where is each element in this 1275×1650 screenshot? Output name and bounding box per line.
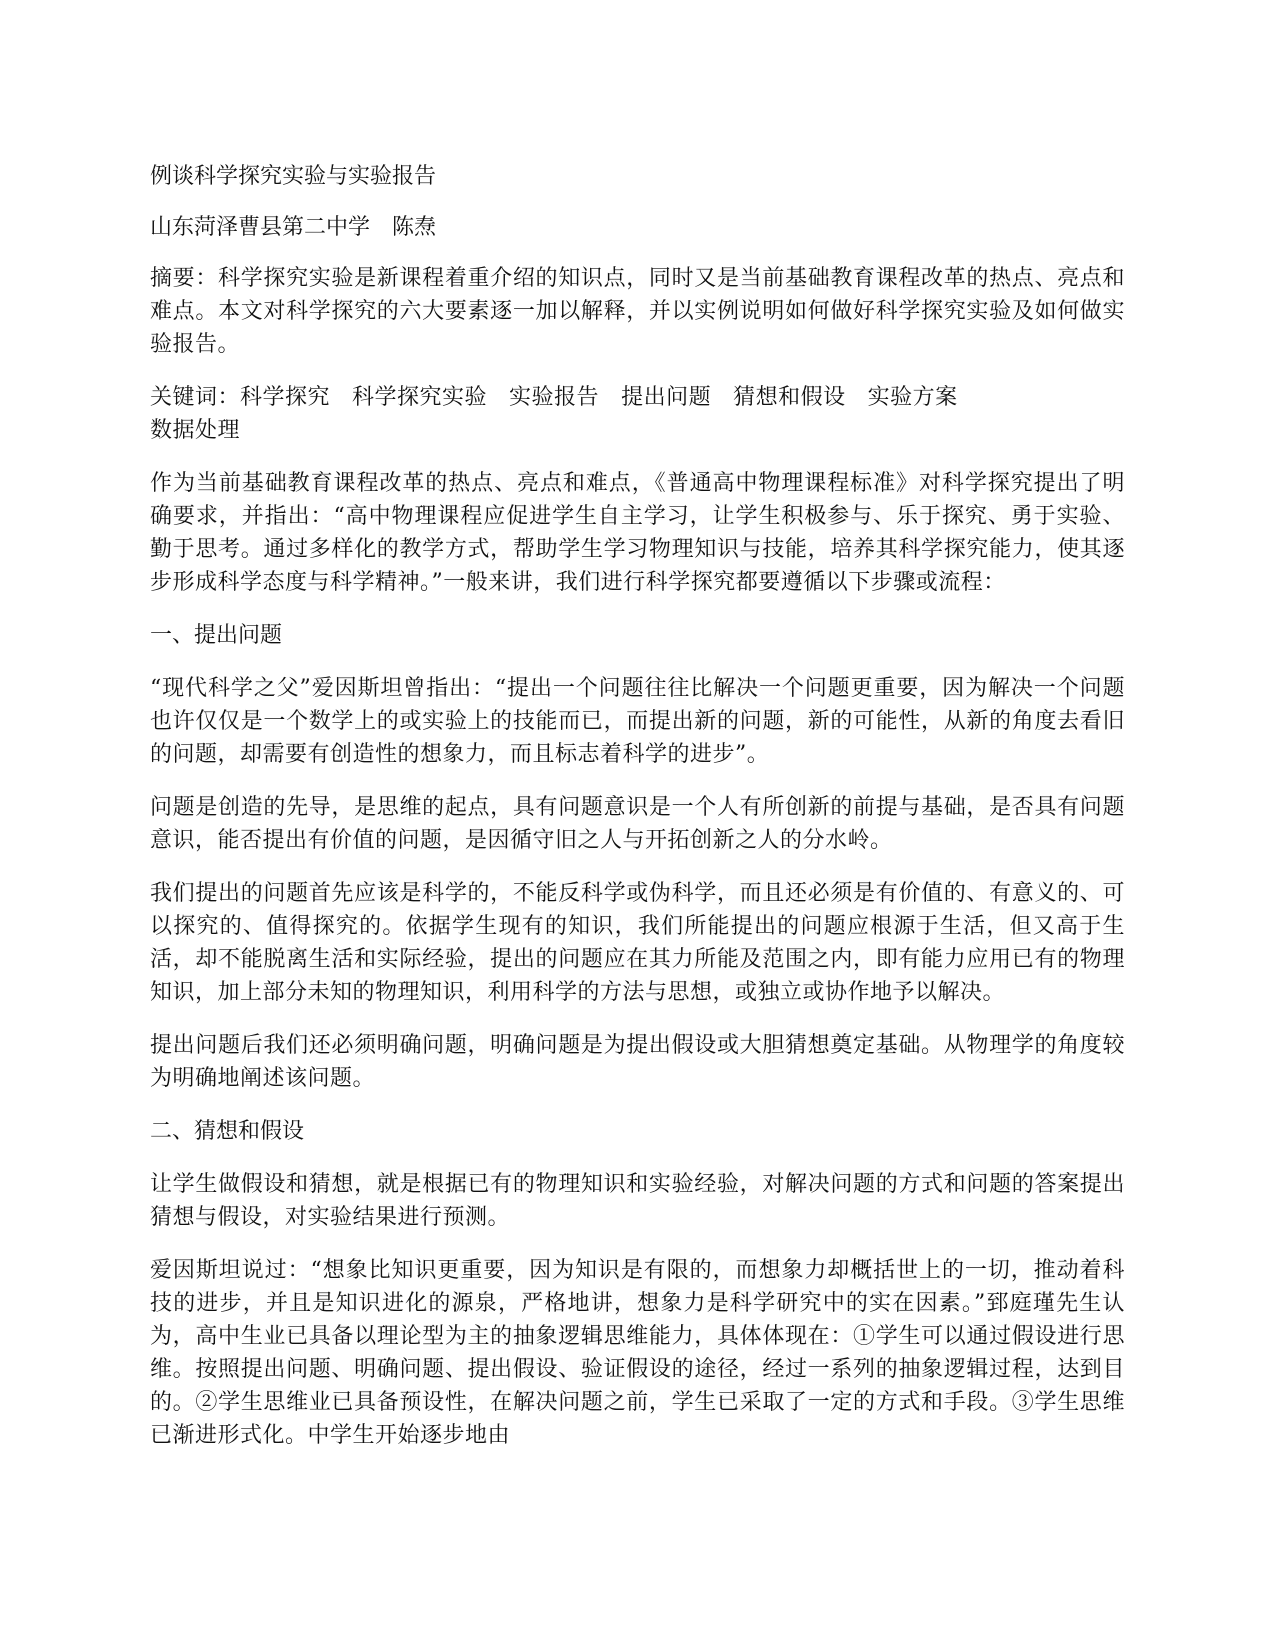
document-page: [150, 160, 1125, 1472]
keywords-paragraph: [150, 381, 1125, 447]
author-school: 山东菏泽曹县第二中学: [150, 215, 371, 240]
keyword-item: 数据处理: [150, 418, 241, 443]
body-paragraph: 问题是创造的先导，是思维的起点，具有问题意识是一个人有所创新的前提与基础，是否具有问题意识，能否提出有价值的问题，是因循守旧之人与开拓创新之人的分水岭。: [150, 795, 1125, 853]
author-name: 陈焘: [392, 215, 437, 240]
keywords-label: 关键词：: [150, 385, 241, 410]
document-title: 例谈科学探究实验与实验报告: [150, 164, 437, 189]
keyword-item: 实验报告: [509, 385, 600, 410]
keyword-item: 猜想和假设: [733, 385, 846, 410]
keyword-item: 提出问题: [621, 385, 712, 410]
section-heading: 一、提出问题: [150, 623, 283, 648]
keyword-item: 科学探究: [240, 385, 331, 410]
body-paragraph: 我们提出的问题首先应该是科学的，不能反科学或伪科学，而且还必须是有价值的、有意义的、可以探究的、值得探究的。依据学生现有的知识，我们所能提出的问题应根源于生活，但又高于生活，却不能脱离生活和实际经验，提出的问题应在其力所能及范围之内，即有能力应用已有的物理知识，加上部分未知的物理知识，利用科学的方法与思想，或独立或协作地予以解决。: [150, 881, 1125, 1005]
body-paragraph: 提出问题后我们还必须明确问题，明确问题是为提出假设或大胆猜想奠定基础。从物理学的角度较为明确地阐述该问题。: [150, 1033, 1125, 1091]
keyword-item: 科学探究实验: [352, 385, 488, 410]
body-paragraph: “现代科学之父”爱因斯坦曾指出：“提出一个问题往往比解决一个问题更重要，因为解决一个问题也许仅仅是一个数学上的或实验上的技能而已，而提出新的问题，新的可能性，从新的角度去看旧的问题，却需要有创造性的想象力，而且标志着科学的进步”。: [150, 676, 1125, 767]
body-paragraph: 让学生做假设和猜想，就是根据已有的物理知识和实验经验，对解决问题的方式和问题的答案提出猜想与假设，对实验结果进行预测。: [150, 1172, 1125, 1230]
intro-paragraph: 作为当前基础教育课程改革的热点、亮点和难点，《普通高中物理课程标准》对科学探究提出了明确要求，并指出：“高中物理课程应促进学生自主学习，让学生积极参与、乐于探究、勇于实验、勤于思考。通过多样化的教学方式，帮助学生学习物理知识与技能，培养其科学探究能力，使其逐步形成科学态度与科学精神。”一般来讲，我们进行科学探究都要遵循以下步骤或流程：: [150, 471, 1125, 595]
keyword-item: 实验方案: [867, 385, 958, 410]
author-line: [150, 211, 1125, 244]
section-heading: 二、猜想和假设: [150, 1119, 305, 1144]
abstract-paragraph: 摘要：科学探究实验是新课程着重介绍的知识点，同时又是当前基础教育课程改革的热点、亮点和难点。本文对科学探究的六大要素逐一加以解释，并以实例说明如何做好科学探究实验及如何做实验报告。: [150, 266, 1125, 357]
body-paragraph: 爱因斯坦说过：“想象比知识更重要，因为知识是有限的，而想象力却概括世上的一切，推动着科技的进步，并且是知识进化的源泉，严格地讲，想象力是科学研究中的实在因素。”郅庭瑾先生认为，高中生业已具备以理论型为主的抽象逻辑思维能力，具体体现在：①学生可以通过假设进行思维。按照提出问题、明确问题、提出假设、验证假设的途径，经过一系列的抽象逻辑过程，达到目的。②学生思维业已具备预设性，在解决问题之前，学生已采取了一定的方式和手段。③学生思维已渐进形式化。中学生开始逐步地由: [150, 1258, 1125, 1448]
